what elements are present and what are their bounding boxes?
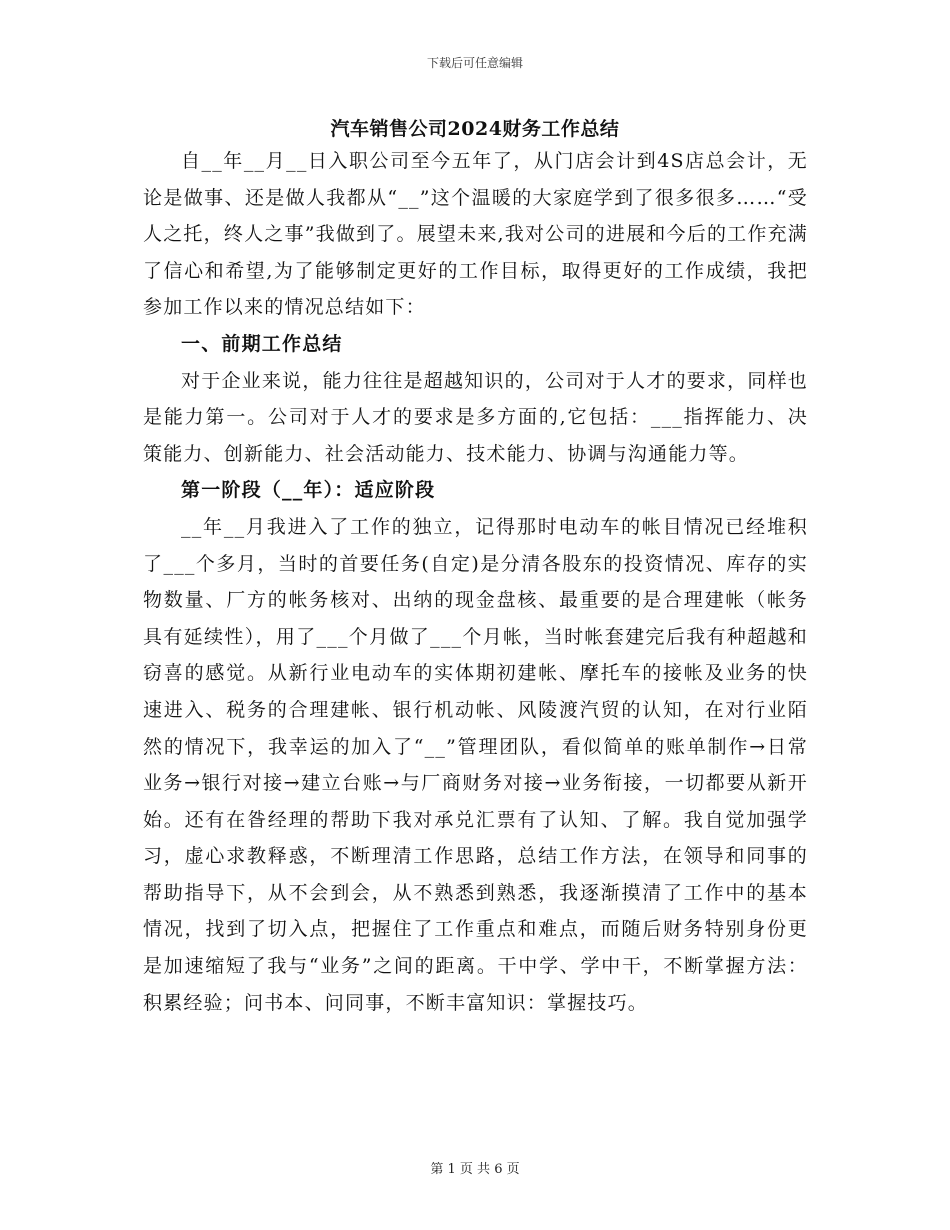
document-body xyxy=(143,143,808,1021)
section-paragraph-previous-work: 对于企业来说，能力往往是超越知识的，公司对于人才的要求，同样也是能力第一。公司对于人才的要求是多方面的,它包括：___指挥能力、决策能力、创新能力、社会活动能力、技术能力、协调与沟通能力等。 xyxy=(143,369,808,465)
intro-paragraph: 自__年__月__日入职公司至今五年了，从门店会计到4S店总会计，无论是做事、还是做人我都从“__”这个温暖的大家庭学到了很多很多……“受人之托，终人之事”我做到了。展望未来,我对公司的进展和今后的工作充满了信心和希望,为了能够制定更好的工作目标，取得更好的工作成绩，我把参加工作以来的情况总结如下： xyxy=(143,150,808,319)
section-heading-stage-one: 第一阶段（__年）：适应阶段 xyxy=(181,479,436,502)
document-title: 汽车销售公司2024财务工作总结 xyxy=(330,118,620,140)
section-heading-previous-work: 一、前期工作总结 xyxy=(181,332,343,355)
section-paragraph-stage-one: __年__月我进入了工作的独立，记得那时电动车的帐目情况已经堆积了___个多月，当时的首要任务(自定)是分清各股东的投资情况、库存的实物数量、厂方的帐务核对、出纳的现金盘核、最重要的是合理建帐（帐务具有延续性），用了___个月做了___个月帐，当时帐套建完后我有种超越和窃喜的感觉。从新行业电动车的实体期初建帐、摩托车的接帐及业务的快速进入、税务的合理建帐、银行机动帐、风陵渡汽贸的认知，在对行业陌然的情况下，我幸运的加入了“__”管理团队，看似简单的账单制作→日常业务→银行对接→建立台账→与厂商财务对接→业务衔接，一切都要从新开始。还有在昝经理的帮助下我对承兑汇票有了认知、了解。我自觉加强学习，虚心求教释惑，不断理清工作思路，总结工作方法，在领导和同事的帮助指导下，从不会到会，从不熟悉到熟悉，我逐渐摸清了工作中的基本情况，找到了切入点，把握住了工作重点和难点，而随后财务特别身份更是加速缩短了我与“业务”之间的距离。干中学、学中干，不断掌握方法：积累经验；问书本、问同事，不断丰富知识：掌握技巧。 xyxy=(143,515,808,1014)
page-footer-number: 第 1 页 共 6 页 xyxy=(430,1162,520,1177)
page-header-note: 下载后可任意编辑 xyxy=(426,56,523,70)
